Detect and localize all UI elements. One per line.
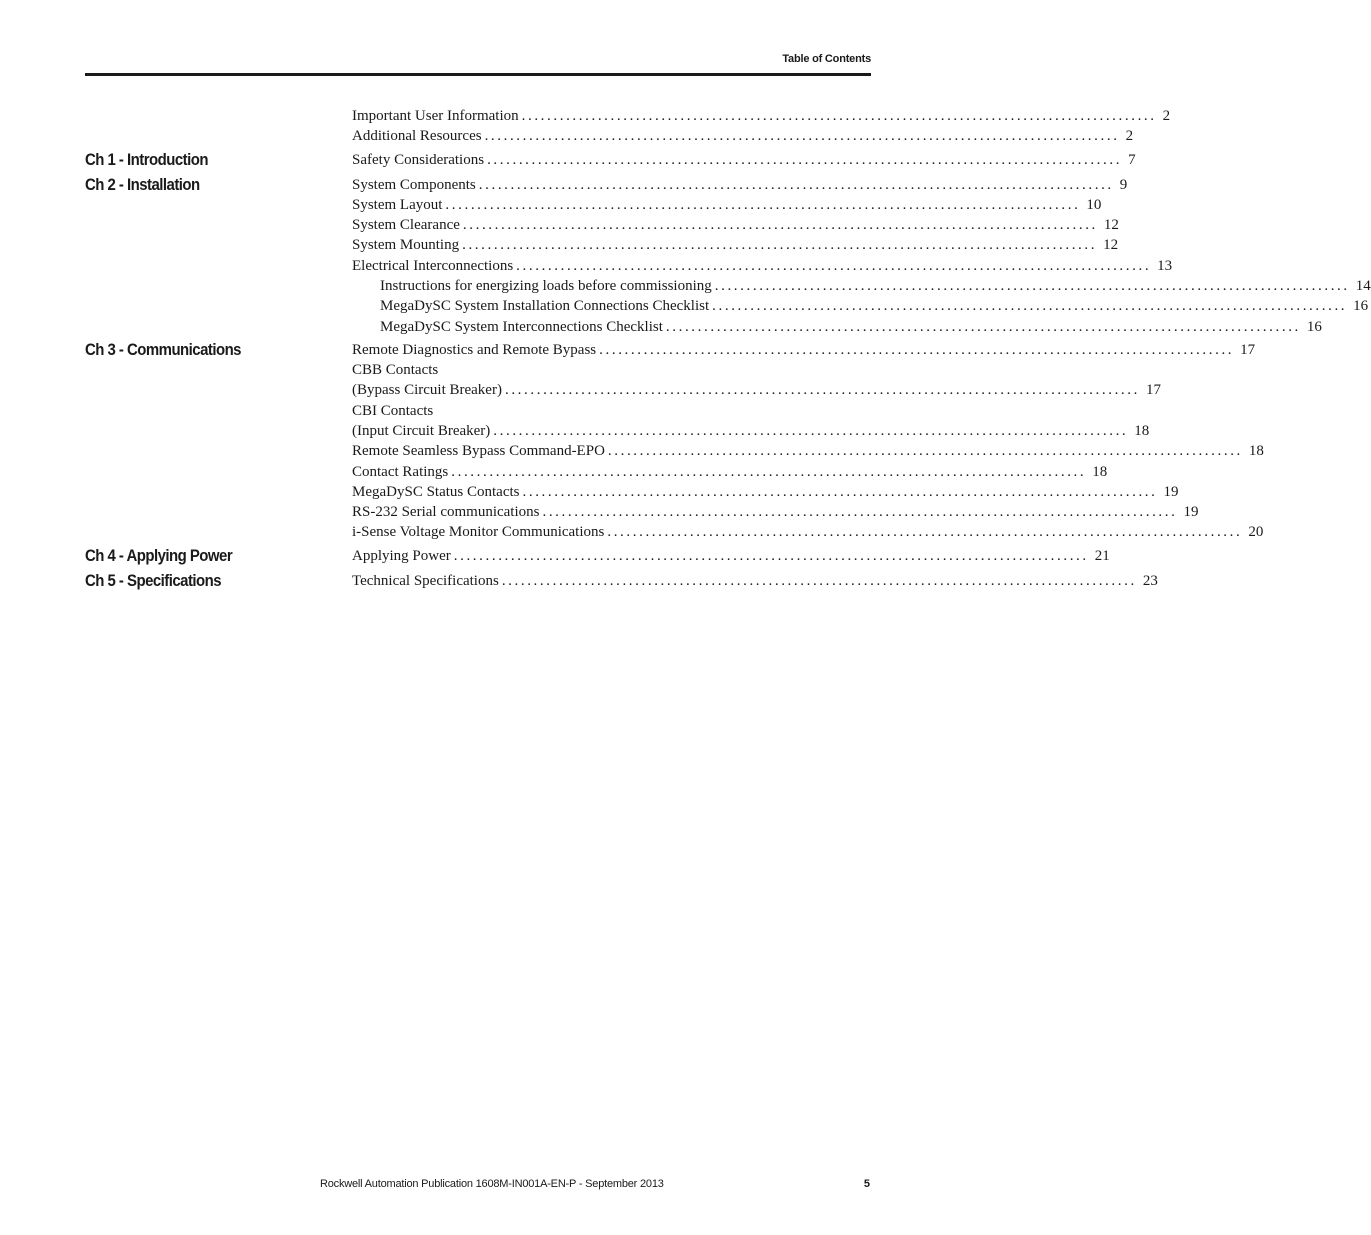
toc-entry[interactable] bbox=[352, 484, 1179, 504]
toc-entry-page: 18 bbox=[1092, 464, 1108, 480]
toc-entry-title: Applying Power bbox=[352, 548, 451, 564]
toc-entry-title: Important User Information bbox=[352, 108, 519, 124]
toc-entry[interactable] bbox=[352, 108, 1171, 128]
toc-entry-title: i-Sense Voltage Monitor Communications bbox=[352, 524, 605, 540]
toc-entry[interactable] bbox=[352, 423, 1150, 443]
toc-entry-title: System Layout bbox=[352, 197, 443, 213]
toc-entry-page: 19 bbox=[1163, 484, 1179, 500]
toc-entry[interactable] bbox=[352, 524, 1264, 544]
leader-dots: .................................................................................................... bbox=[478, 177, 1114, 193]
leader-dots: .................................................................................................... bbox=[714, 278, 1350, 294]
toc-entry-title: Additional Resources bbox=[352, 128, 482, 144]
toc-entry-page: 16 bbox=[1353, 298, 1369, 314]
leader-dots: .................................................................................................... bbox=[462, 237, 1098, 253]
toc-entry-title: MegaDySC Status Contacts bbox=[352, 484, 520, 500]
toc-entry[interactable] bbox=[352, 197, 1102, 217]
toc-entry-page: 21 bbox=[1094, 548, 1110, 564]
toc-entry-title: MegaDySC System Installation Connections Checklist bbox=[380, 298, 710, 314]
toc-entry-title: (Bypass Circuit Breaker) bbox=[352, 382, 502, 398]
toc-entry-page: 13 bbox=[1157, 258, 1173, 274]
toc-entry-title: RS-232 Serial communications bbox=[352, 504, 540, 520]
leader-dots: .................................................................................................... bbox=[516, 258, 1152, 274]
toc-entry[interactable] bbox=[352, 464, 1108, 484]
toc-entry-title: (Input Circuit Breaker) bbox=[352, 423, 491, 439]
chapter-heading-4: Ch 4 - Applying Power bbox=[85, 546, 233, 565]
toc-entry-title: Remote Seamless Bypass Command-EPO bbox=[352, 443, 605, 459]
toc-entry-title: Instructions for energizing loads before commissioning bbox=[380, 278, 712, 294]
toc-entry[interactable] bbox=[352, 217, 1119, 237]
toc-entry-page: 16 bbox=[1306, 319, 1322, 335]
toc-entry-page: 12 bbox=[1103, 217, 1119, 233]
header-title: Table of Contents bbox=[782, 53, 871, 65]
toc-entry-title: System Components bbox=[352, 177, 476, 193]
toc-entry-page: 20 bbox=[1248, 524, 1264, 540]
toc-entry[interactable] bbox=[352, 177, 1128, 197]
leader-dots: .................................................................................................... bbox=[451, 464, 1087, 480]
leader-dots: .................................................................................................... bbox=[599, 342, 1235, 358]
toc-entry-title: Remote Diagnostics and Remote Bypass bbox=[352, 342, 597, 358]
leader-dots: .................................................................................................... bbox=[487, 152, 1123, 168]
leader-dots: .................................................................................................... bbox=[712, 298, 1348, 314]
toc-entry-title: MegaDySC System Interconnections Checklist bbox=[380, 319, 663, 335]
toc-entry-page: 17 bbox=[1240, 342, 1256, 358]
chapter-heading-3: Ch 3 - Communications bbox=[85, 340, 241, 359]
toc-entry-title: Electrical Interconnections bbox=[352, 258, 514, 274]
toc-entry-page: 14 bbox=[1355, 278, 1371, 294]
toc-entry[interactable] bbox=[352, 152, 1136, 172]
toc-entry-page: 23 bbox=[1142, 573, 1158, 589]
leader-dots: .................................................................................................... bbox=[521, 108, 1157, 124]
toc-entry[interactable] bbox=[352, 237, 1119, 257]
toc-entry-page: 2 bbox=[1162, 108, 1171, 124]
toc-entry-page: 12 bbox=[1103, 237, 1119, 253]
toc-entry-page: 10 bbox=[1086, 197, 1102, 213]
chapter-heading-1: Ch 1 - Introduction bbox=[85, 150, 208, 169]
toc-entry-page: 9 bbox=[1119, 177, 1128, 193]
toc-entry-title: Contact Ratings bbox=[352, 464, 449, 480]
leader-dots: .................................................................................................... bbox=[607, 443, 1243, 459]
toc-subentry[interactable] bbox=[380, 319, 1322, 339]
toc-entry-title: Safety Considerations bbox=[352, 152, 485, 168]
leader-dots: .................................................................................................... bbox=[665, 319, 1301, 335]
toc-entry-title: Technical Specifications bbox=[352, 573, 499, 589]
toc-entry-title: System Mounting bbox=[352, 237, 460, 253]
toc-subentry[interactable] bbox=[380, 278, 1371, 298]
toc-entry-page: 17 bbox=[1145, 382, 1161, 398]
header-rule bbox=[85, 73, 871, 76]
publication-info: Rockwell Automation Publication 1608M-IN001A-EN-P - September 2013 bbox=[320, 1178, 664, 1190]
leader-dots: .................................................................................................... bbox=[542, 504, 1178, 520]
toc-entry-heading: CBB Contacts bbox=[352, 362, 439, 378]
toc-entry-page: 18 bbox=[1134, 423, 1150, 439]
leader-dots: .................................................................................................... bbox=[445, 197, 1081, 213]
leader-dots: .................................................................................................... bbox=[462, 217, 1098, 233]
toc-entry[interactable] bbox=[352, 128, 1134, 148]
chapter-heading-2: Ch 2 - Installation bbox=[85, 175, 200, 194]
toc-entry-title: System Clearance bbox=[352, 217, 460, 233]
leader-dots: .................................................................................................... bbox=[504, 382, 1140, 398]
toc-entry[interactable] bbox=[352, 382, 1161, 402]
leader-dots: .................................................................................................... bbox=[484, 128, 1120, 144]
leader-dots: .................................................................................................... bbox=[493, 423, 1129, 439]
toc-entry[interactable] bbox=[352, 504, 1199, 524]
toc-subentry[interactable] bbox=[380, 298, 1369, 318]
toc-entry-page: 18 bbox=[1248, 443, 1264, 459]
toc-entry[interactable] bbox=[352, 342, 1256, 362]
leader-dots: .................................................................................................... bbox=[522, 484, 1158, 500]
toc-entry[interactable] bbox=[352, 443, 1264, 463]
toc-entry-page: 2 bbox=[1125, 128, 1134, 144]
toc-entry[interactable] bbox=[352, 548, 1110, 568]
leader-dots: .................................................................................................... bbox=[453, 548, 1089, 564]
toc-entry-heading: CBI Contacts bbox=[352, 403, 434, 419]
leader-dots: .................................................................................................... bbox=[501, 573, 1137, 589]
toc-entry[interactable] bbox=[352, 573, 1158, 593]
leader-dots: .................................................................................................... bbox=[607, 524, 1243, 540]
page-number: 5 bbox=[863, 1178, 870, 1190]
toc-entry[interactable] bbox=[352, 258, 1173, 278]
toc-entry-page: 19 bbox=[1183, 504, 1199, 520]
chapter-heading-5: Ch 5 - Specifications bbox=[85, 571, 222, 590]
toc-entry-page: 7 bbox=[1128, 152, 1136, 168]
